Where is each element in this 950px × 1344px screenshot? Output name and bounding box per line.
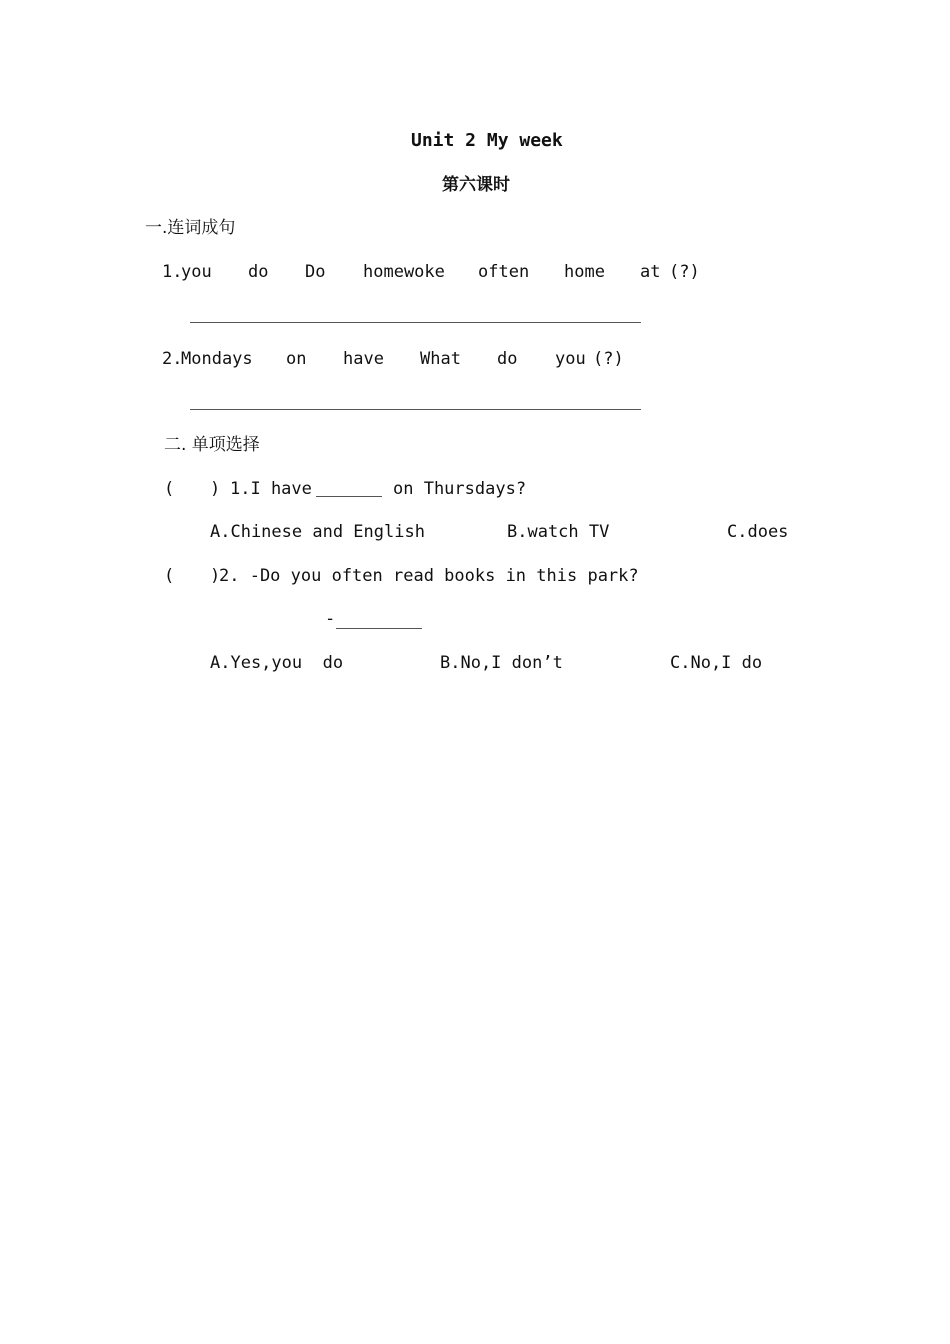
word: you — [555, 349, 586, 369]
reply-dash: - — [325, 609, 336, 629]
answer-bracket-open: ( — [164, 566, 175, 586]
word: at — [640, 262, 661, 282]
word: (?) — [669, 262, 700, 282]
word: often — [478, 262, 530, 282]
section2-heading: 二. 单项选择 — [164, 435, 260, 455]
answer-bracket-close: ) — [210, 479, 221, 499]
word: do — [497, 349, 518, 369]
question-prompt: 1.I have — [230, 479, 312, 499]
answer-bracket-open: ( — [164, 479, 175, 499]
word: do — [248, 262, 269, 282]
word: homewoke — [363, 262, 445, 282]
option-a: A.Yes,you do — [210, 653, 344, 673]
question-number: 1. — [162, 262, 183, 282]
option-b: B.No,I don’t — [440, 653, 563, 673]
answer-line[interactable] — [190, 322, 641, 323]
question-number: 2. — [162, 349, 183, 369]
lesson-subtitle: 第六课时 — [442, 175, 510, 195]
word: What — [420, 349, 461, 369]
question-prompt: on Thursdays? — [393, 479, 527, 499]
word: Mondays — [181, 349, 253, 369]
word: home — [564, 262, 605, 282]
word: have — [343, 349, 384, 369]
word: on — [286, 349, 307, 369]
option-c: C.No,I do — [670, 653, 763, 673]
option-b: B.watch TV — [507, 522, 610, 542]
word: Do — [305, 262, 326, 282]
page-title: Unit 2 My week — [411, 130, 563, 151]
question-prompt: 2. -Do you often read books in this park? — [219, 566, 639, 586]
word: you — [181, 262, 212, 282]
blank-line[interactable] — [316, 496, 382, 497]
word: (?) — [593, 349, 624, 369]
option-a: A.Chinese and English — [210, 522, 425, 542]
blank-line[interactable] — [336, 628, 422, 629]
answer-bracket-close: ) — [210, 566, 221, 586]
section1-heading: 一.连词成句 — [145, 218, 236, 238]
option-c: C.does — [727, 522, 789, 542]
answer-line[interactable] — [190, 409, 641, 410]
